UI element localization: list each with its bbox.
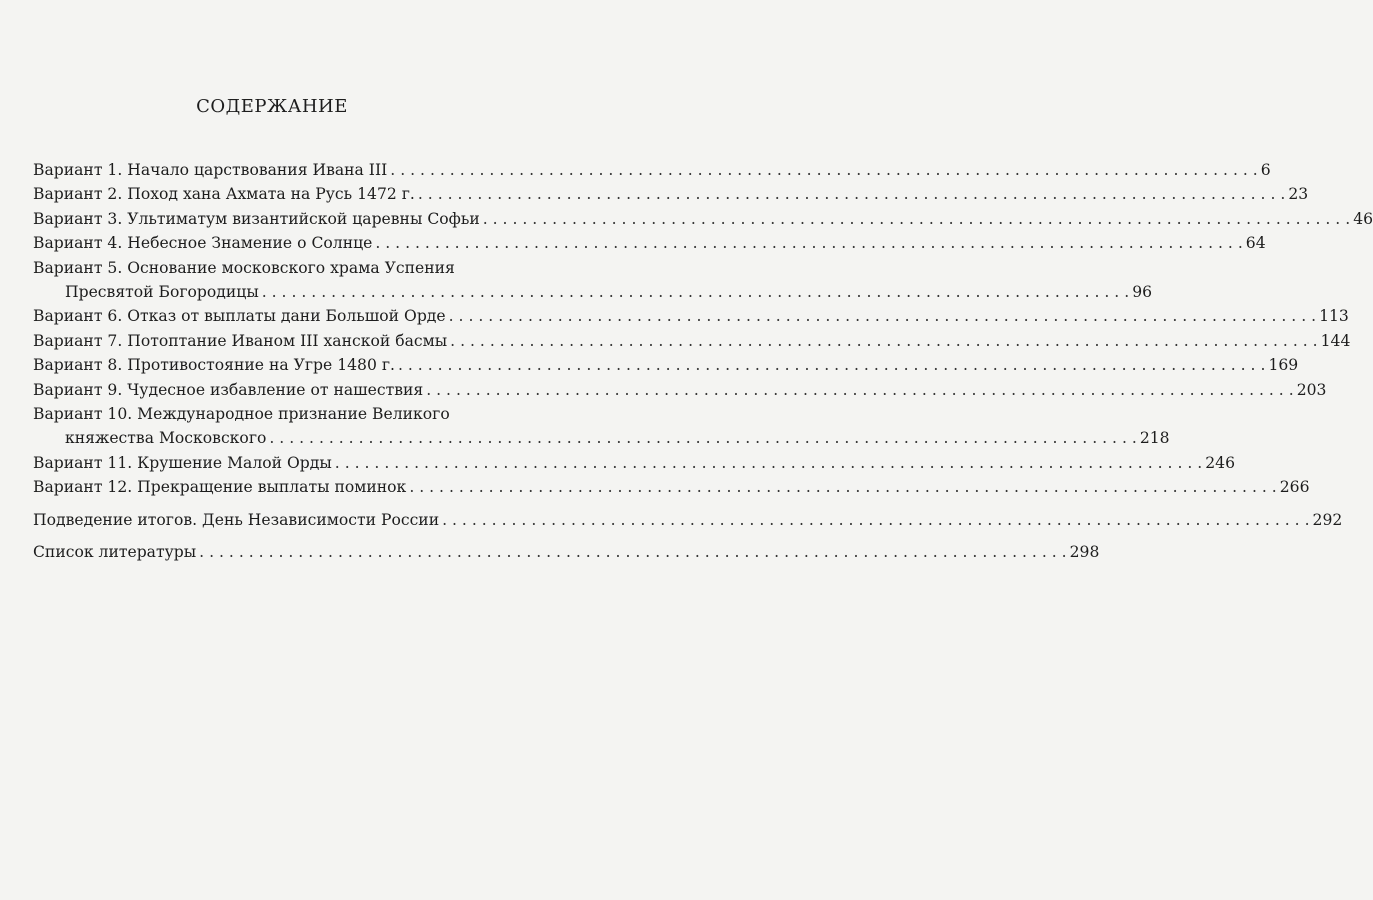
toc-entry-page: 96 xyxy=(1132,283,1153,302)
toc-entry-label: Вариант 7. Потоптание Иваном III ханской басмы xyxy=(33,331,448,350)
toc-entry-label: княжества Московского xyxy=(65,429,267,448)
toc-entry-page: 64 xyxy=(1245,234,1266,253)
spacer xyxy=(33,532,498,540)
dot-leader xyxy=(483,207,1350,231)
table-of-contents xyxy=(33,158,1373,565)
toc-entry-8[interactable] xyxy=(33,353,1299,377)
dot-leader xyxy=(450,329,1317,353)
toc-entry-page: 144 xyxy=(1320,331,1351,350)
toc-entry-label: Список литературы xyxy=(33,543,197,562)
dot-leader xyxy=(199,540,1066,564)
toc-entry-label: Вариант 3. Ультиматум византийской царевны Софьи xyxy=(33,209,480,228)
toc-entry-page: 292 xyxy=(1312,510,1343,529)
toc-entry-label: Вариант 4. Небесное Знамение о Солнце xyxy=(33,234,373,253)
dot-leader xyxy=(409,475,1276,499)
toc-entry-page: 203 xyxy=(1296,380,1327,399)
toc-entry-11[interactable] xyxy=(33,451,1235,475)
dot-leader xyxy=(269,426,1136,450)
toc-entry-5[interactable] xyxy=(33,256,1153,305)
toc-entry-page: 298 xyxy=(1069,543,1100,562)
spacer xyxy=(33,500,498,508)
dot-leader xyxy=(442,508,1309,532)
toc-entry-summary[interactable] xyxy=(33,508,1343,532)
toc-entry-page: 113 xyxy=(1319,307,1349,326)
page-title: СОДЕРЖАНИЕ xyxy=(196,96,348,117)
toc-entry-label: Вариант 2. Поход хана Ахмата на Русь 1472 г. xyxy=(33,185,415,204)
toc-entry-label: Вариант 12. Прекращение выплаты поминок xyxy=(33,478,407,497)
toc-entry-label: Вариант 11. Крушение Малой Орды xyxy=(33,453,332,472)
toc-entry-2[interactable] xyxy=(33,182,1309,206)
toc-entry-9[interactable] xyxy=(33,378,1327,402)
dot-leader xyxy=(398,353,1265,377)
dot-leader xyxy=(390,158,1257,182)
toc-entry-12[interactable] xyxy=(33,475,1310,499)
dot-leader xyxy=(449,304,1316,328)
toc-entry-label-line1: Вариант 10. Международное признание Великого xyxy=(33,405,450,424)
toc-entry-page: 266 xyxy=(1279,478,1310,497)
dot-leader xyxy=(426,378,1293,402)
toc-entry-label: Пресвятой Богородицы xyxy=(65,283,259,302)
toc-entry-4[interactable] xyxy=(33,231,1266,255)
toc-entry-label-line1: Вариант 5. Основание московского храма Успения xyxy=(33,258,455,277)
dot-leader xyxy=(335,451,1202,475)
toc-entry-label: Подведение итогов. День Независимости России xyxy=(33,510,440,529)
toc-entry-7[interactable] xyxy=(33,329,1351,353)
toc-entry-page: 46 xyxy=(1353,209,1373,228)
toc-entry-label: Вариант 8. Противостояние на Угре 1480 г. xyxy=(33,356,395,375)
toc-entry-label: Вариант 1. Начало царствования Ивана III xyxy=(33,161,388,179)
toc-entry-label: Вариант 6. Отказ от выплаты дани Большой Орде xyxy=(33,307,446,326)
toc-entry-page: 23 xyxy=(1288,185,1309,204)
toc-entry-page: 169 xyxy=(1268,356,1299,375)
toc-entry-6[interactable] xyxy=(33,304,1349,328)
toc-entry-10[interactable] xyxy=(33,402,1170,451)
dot-leader xyxy=(418,182,1285,206)
toc-entry-3[interactable] xyxy=(33,207,1373,231)
toc-entry-page: 218 xyxy=(1139,429,1170,448)
dot-leader xyxy=(375,231,1242,255)
toc-entry-page: 6 xyxy=(1260,161,1271,179)
toc-entry-bibliography[interactable] xyxy=(33,540,1100,564)
toc-entry-page: 246 xyxy=(1205,453,1235,472)
toc-entry-label: Вариант 9. Чудесное избавление от нашествия xyxy=(33,380,424,399)
toc-entry-1[interactable] xyxy=(33,158,1271,182)
dot-leader xyxy=(262,280,1129,304)
